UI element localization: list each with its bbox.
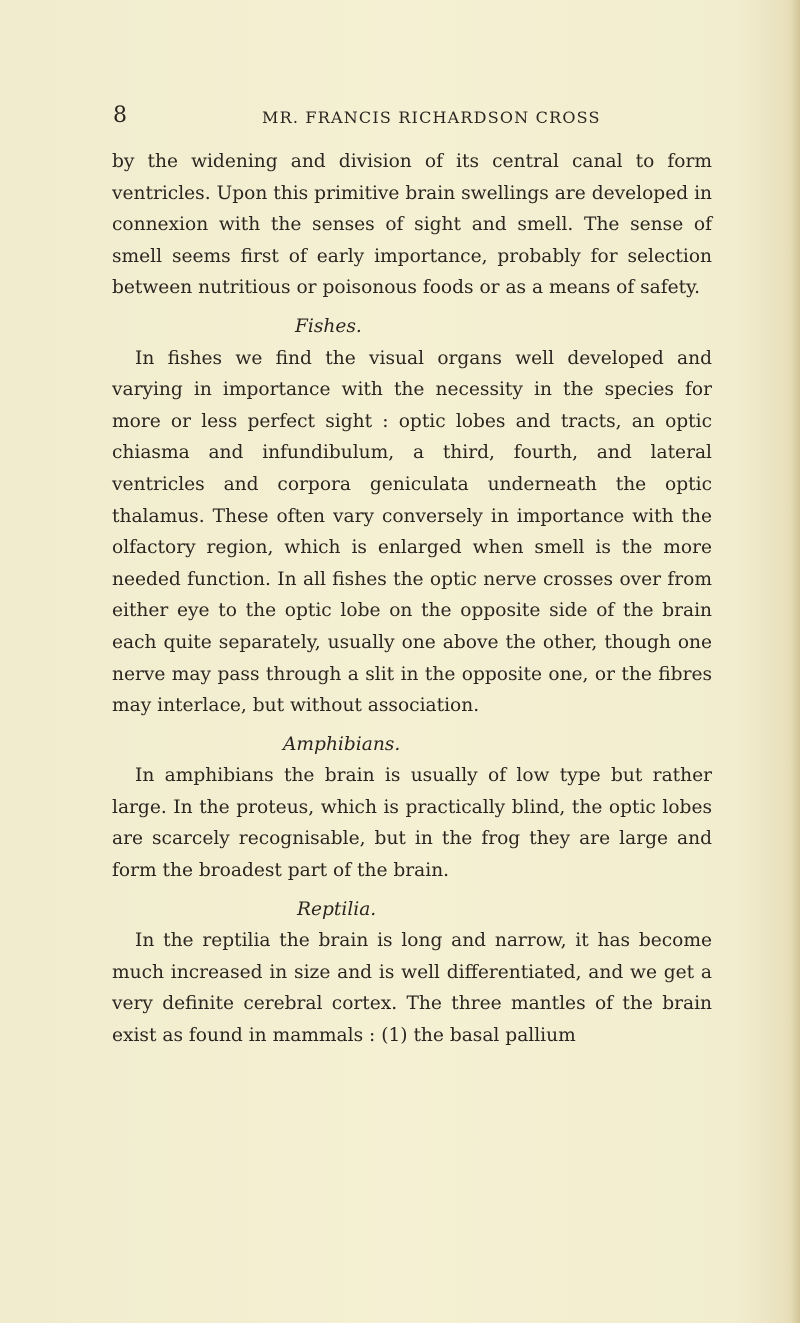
reptilia-paragraph: In the reptilia the brain is long and narrow, it has become much increased in size and is well differentiated, and we get a very definite cerebral cortex. The three mantles of the brain exist as found in mammals : (1) the basal pallium	[112, 930, 712, 1047]
body-text	[112, 146, 712, 1052]
page-edge-shadow	[790, 0, 800, 1323]
section-heading-fishes: Fishes.	[295, 315, 362, 337]
page-number: 8	[113, 103, 127, 128]
page-header	[113, 101, 713, 131]
section-heading-amphibians: Amphibians.	[283, 733, 401, 755]
running-head: MR. FRANCIS RICHARDSON CROSS	[262, 108, 601, 127]
intro-paragraph: by the widening and division of its central canal to form ventricles. Upon this primitive brain swellings are developed in connexion with the senses of sight and smell. The sense of smell seems first of early importance, probably for selection between nutritious or poisonous foods or as a means of safety.	[112, 151, 712, 299]
fishes-paragraph: In fishes we find the visual organs well developed and varying in importance with the necessity in the species for more or less perfect sight : optic lobes and tracts, an optic chiasma and infundibulum, a third, fourth, and lateral ventricles and corpora geniculata underneath the optic thalamus. These often vary conversely in importance with the olfactory region, which is enlarged when smell is the more needed function. In all fishes the optic nerve crosses over from either eye to the optic lobe on the opposite side of the brain each quite separately, usually one above the other, though one nerve may pass through a slit in the opposite one, or the fibres may interlace, but without association.	[112, 347, 712, 717]
section-heading-reptilia: Reptilia.	[297, 898, 377, 920]
amphibians-paragraph: In amphibians the brain is usually of low type but rather large. In the proteus, which is practically blind, the optic lobes are scarcely recognisable, but in the frog they are large and form the broadest part of the brain.	[112, 765, 712, 882]
